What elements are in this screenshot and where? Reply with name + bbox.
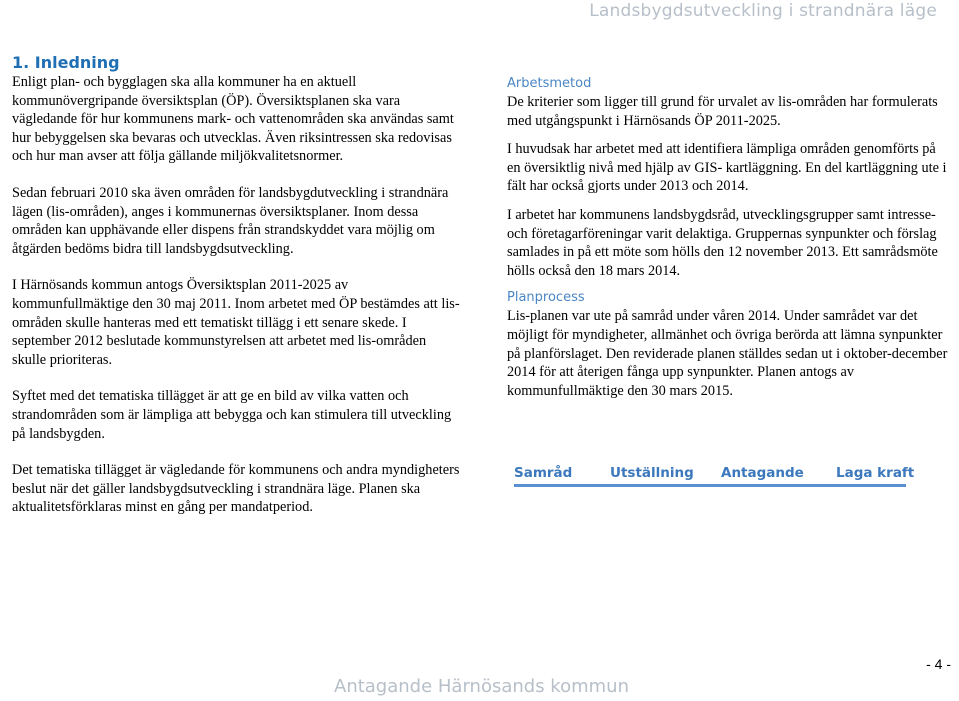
- section-heading-inledning: 1. Inledning: [12, 53, 120, 72]
- paragraph-guidance: Det tematiska tillägget är vägledande för kommunens och andra myndigheters beslut när det gäller landsbygdsutveckling i strandnära läge. Planen ska aktualitetsförklaras minst en gång per mandatperiod.: [12, 462, 460, 516]
- running-header-title: Landsbygdsutveckling i strandnära läge: [589, 1, 937, 21]
- right-column: [507, 76, 952, 400]
- process-step-samrad: Samråd: [514, 465, 573, 481]
- paragraph-purpose: Syftet med det tematiska tillägget är att ge en bild av vilka vatten och strandområden som är lämpliga att bebygga och kan stimulera till utveckling på landsbygden.: [12, 388, 452, 442]
- process-timeline-bar: [514, 484, 906, 487]
- page-number: - 4 -: [926, 656, 951, 672]
- footer-title: Antagande Härnösands kommun: [334, 676, 629, 697]
- paragraph-gis-mapping: I huvudsak har arbetet med att identifiera lämpliga områden genomförts på en översiktlig nivå med hjälp av GIS- kartläggning. En del kartläggning ute i fält har också gjorts under 2013 och 2014.: [507, 141, 947, 195]
- left-column: [12, 53, 462, 517]
- paragraph-criteria: De kriterier som ligger till grund för urvalet av lis-områden har formulerats med utgångspunkt i Härnösands ÖP 2011-2025.: [507, 94, 938, 129]
- paragraph-intro: Enligt plan- och bygglagen ska alla kommuner ha en aktuell kommunövergripande översiktsplan (ÖP). Översiktsplanen ska vara vägledande för hur kommunens mark- och vattenområden ska användas samt hur bebyggelsen ska bevaras och utvecklas. Även riksintressen ska redovisas och hur man avser att följa gällande miljökvalitetsnormer.: [12, 74, 454, 165]
- heading-arbetsmetod: Arbetsmetod: [507, 76, 592, 91]
- heading-planprocess: Planprocess: [507, 290, 585, 306]
- paragraph-participation: I arbetet har kommunens landsbygdsråd, utvecklingsgrupper samt intresse- och företagarföreningar varit delaktiga. Gruppernas synpunkter och förslag samlades in på ett möte som hölls den 12 november 2013. Ett samrådsmöte hölls också den 18 mars 2014.: [507, 206, 938, 279]
- paragraph-lis-areas: Sedan februari 2010 ska även områden för landsbygdutveckling i strandnära lägen (lis-områden), anges i kommunernas översiktsplaner. Inom dessa områden kan upphävande eller dispens från strandskyddet vara möjlig om åtgärden bedöms bidra till landsbygdsutveckling.: [12, 184, 449, 257]
- paragraph-op-adoption: I Härnösands kommun antogs Översiktsplan 2011-2025 av kommunfullmäktige den 30 maj 2011. Inom arbetet med ÖP bestämdes att lis-områden skulle hanteras med ett tematiskt tillägg i ett senare skede. I september 2012 beslutade kommunstyrelsen att arbetet med lis-områden skulle prioriteras.: [12, 277, 460, 368]
- process-step-laga-kraft: Laga kraft: [836, 465, 915, 481]
- process-step-antagande: Antagande: [721, 465, 804, 481]
- process-step-utstallning: Utställning: [610, 465, 694, 481]
- paragraph-planprocess: Lis-planen var ute på samråd under våren 2014. Under samrådet var det möjligt för myndigheter, allmänhet och övriga berörda att lämna synpunkter på planförslaget. Den reviderade planen ställdes sedan ut i oktober-december 2014 för att återigen fånga upp synpunkter. Planen antogs av kommunfullmäktige den 30 mars 2015.: [507, 308, 948, 399]
